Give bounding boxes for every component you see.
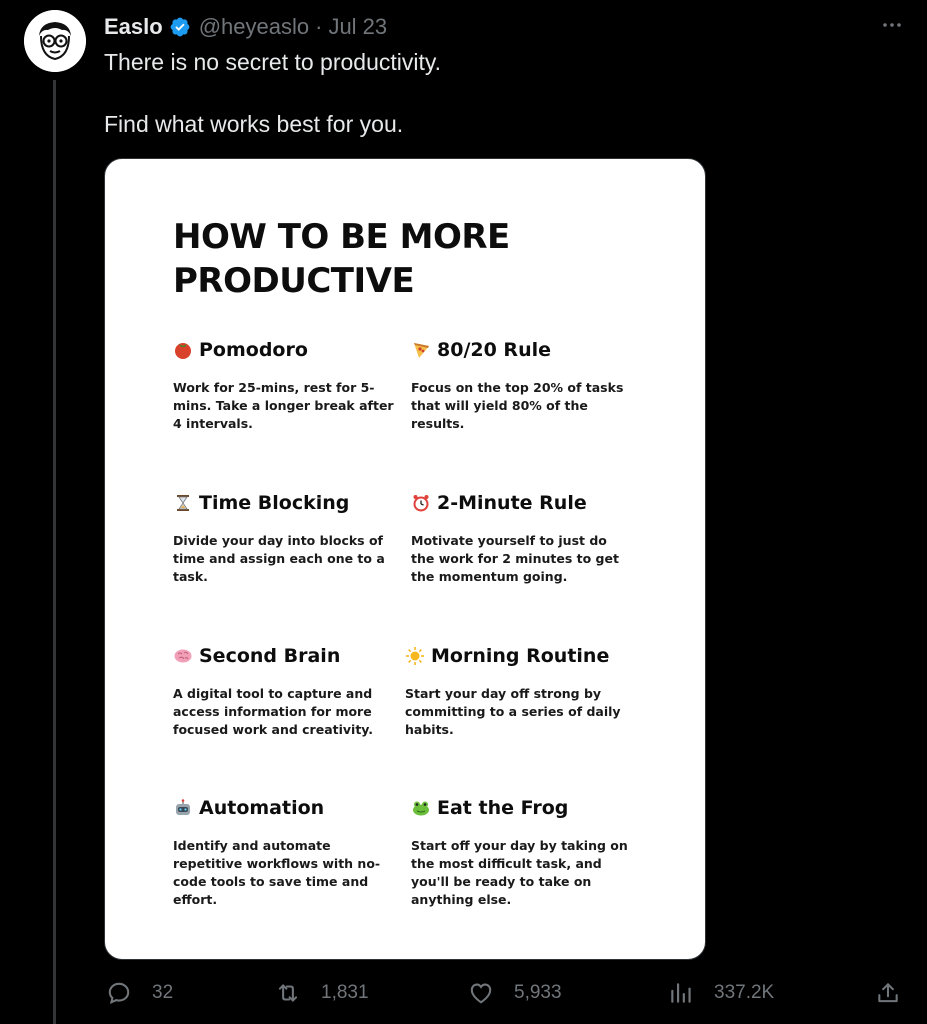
tweet-date[interactable]: Jul 23 [328,14,388,39]
tomato-icon [173,340,193,360]
separator-dot: · [315,14,323,39]
tip-description: Start your day off strong by committing to a series of daily habits. [405,686,621,737]
repost-count: 1,831 [321,982,369,1003]
tip-description: Work for 25-mins, rest for 5-mins. Take a longer break after 4 intervals. [173,380,394,431]
tip-morning-routine [405,643,627,739]
hourglass-icon [173,493,193,513]
view-count: 337.2K [714,982,775,1003]
more-dots-icon [880,13,904,37]
card-title-line: PRODUCTIVE [173,261,415,301]
frog-icon [411,798,431,818]
repost-button[interactable] [275,980,369,1006]
share-button[interactable] [875,980,921,1006]
tip-title: Automation [199,797,325,819]
reply-count: 32 [152,982,174,1003]
tweet-text-line: There is no secret to productivity. [104,49,442,75]
sun-icon [405,646,425,666]
tip-description: Motivate yourself to just do the work for 2 minutes to get the momentum going. [411,533,619,584]
tip-second-brain [173,643,395,739]
reply-button[interactable] [106,980,173,1006]
like-count: 5,933 [514,982,562,1003]
tweet-header [104,12,387,42]
card-title [173,215,510,303]
avatar[interactable] [24,10,86,72]
tip-automation [173,795,395,909]
tip-time-blocking [173,490,395,586]
tip-title: 80/20 Rule [437,339,551,361]
analytics-bar-icon [668,980,694,1006]
tip-title: Second Brain [199,645,341,667]
tip-2-minute-rule [411,490,633,586]
more-options-button[interactable] [877,10,907,40]
tip-title: Time Blocking [199,492,350,514]
author-name[interactable]: Easlo [104,14,163,39]
thread-line [53,80,56,1024]
tip-title: Eat the Frog [437,797,569,819]
tip-description: Start off your day by taking on the most difficult task, and you'll be ready to take on anything else. [411,838,628,907]
tip-description: Identify and automate repetitive workflows with no-code tools to save time and effort. [173,838,381,907]
share-icon [875,980,901,1006]
tweet-text-line: Find what works best for you. [104,111,404,137]
tip-title: Morning Routine [431,645,610,667]
tip-80-20-rule [411,337,633,433]
tip-title: Pomodoro [199,339,308,361]
tip-eat-the-frog [411,795,633,909]
verified-badge-icon [169,16,191,38]
cartoon-face-with-glasses-icon [24,10,86,72]
brain-icon [173,646,193,666]
heart-icon [468,980,494,1006]
card-title-line: HOW TO BE MORE [173,217,510,257]
repost-icon [275,980,301,1006]
reply-icon [106,980,132,1006]
tip-title: 2-Minute Rule [437,492,587,514]
tip-pomodoro [173,337,395,433]
robot-icon [173,798,193,818]
action-bar [0,980,927,1012]
tip-description: Focus on the top 20% of tasks that will yield 80% of the results. [411,380,624,431]
alarm-clock-icon [411,493,431,513]
pizza-icon [411,340,431,360]
author-handle[interactable]: @heyeaslo [198,14,310,39]
tweet-image[interactable] [104,158,706,960]
like-button[interactable] [468,980,562,1006]
tweet-text [104,47,441,140]
tip-description: A digital tool to capture and access information for more focused work and creativity. [173,686,374,737]
tip-description: Divide your day into blocks of time and assign each one to a task. [173,533,385,584]
views-button[interactable] [668,980,774,1006]
